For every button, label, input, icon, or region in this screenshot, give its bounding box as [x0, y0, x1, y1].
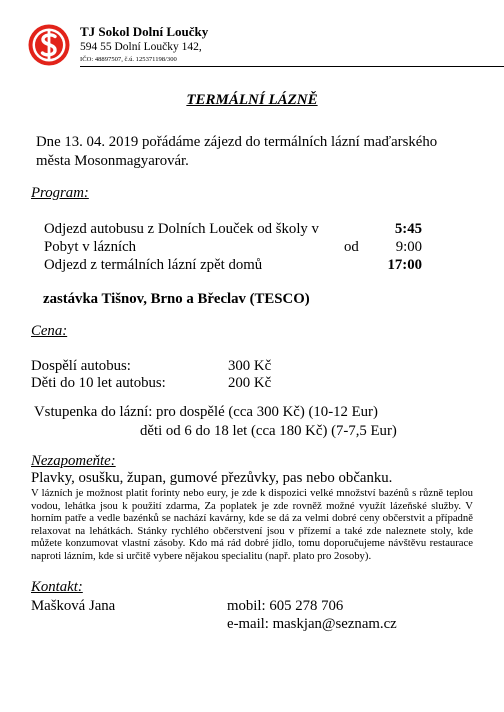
program-row-time: 5:45 — [394, 221, 422, 237]
price-row-value: 200 Kč — [228, 375, 272, 391]
entry-price-adults: Vstupenka do lázní: pro dospělé (cca 300 Kč) (10-12 Eur) — [34, 404, 378, 420]
contact-heading: Kontakt: — [31, 579, 83, 595]
program-row-time: 17:00 — [387, 257, 422, 273]
contact-phone: mobil: 605 278 706 — [227, 598, 344, 614]
price-row-value: 300 Kč — [228, 358, 272, 374]
program-row — [44, 239, 422, 257]
program-row-label: Odjezd autobusu z Dolních Louček od školy v — [44, 221, 319, 237]
entry-price-children: děti od 6 do 18 let (cca 180 Kč) (7-7,5 Eur) — [140, 423, 397, 439]
program-row-from: od — [344, 239, 359, 255]
reminder-heading: Nezapomeňte: — [31, 453, 116, 469]
spa-info-note: V lázních je možnost platit forinty nebo eury, je zde k dispozici velké množství bazénů s různě teplou vodou, lehátka jsou k použití zdarma, Za poplatek je zde rovněž možné využít lázeňské služby. V horním patře a vedle bazénků se nachází kavárny, kde se dá za velmi dobré ceny občerstvit a případně relaxovat na lehátkách. Stánky rychlého občerstvení jsou v přízemí a také zde naleznete stoly, kde můžete konzumovat vlastní zásoby. Kdo má rád dobré jídlo, tomu doporučujeme návštěvu restaurace naproti lázním, kde si určitě vybere nějakou specialitu (např. plato pro 2osoby). — [31, 487, 473, 562]
price-row-label: Dospělí autobus: — [31, 358, 131, 374]
intro-text: Dne 13. 04. 2019 pořádáme zájezd do termálních lázní maďarského města Mosonmagyarovár. — [36, 134, 438, 169]
price-heading: Cena: — [31, 323, 68, 339]
program-row-label: Odjezd z termálních lázní zpět domů — [44, 257, 263, 273]
program-row-time: 9:00 — [395, 239, 422, 255]
sokol-logo — [27, 23, 71, 67]
header-rule — [80, 66, 504, 67]
bus-stops: zastávka Tišnov, Brno a Břeclav (TESCO) — [43, 291, 310, 307]
contact-email: e-mail: maskjan@seznam.cz — [227, 616, 397, 632]
contact-name: Mašková Jana — [31, 598, 116, 614]
page-title: TERMÁLNÍ LÁZNĚ — [186, 92, 318, 108]
program-row — [44, 221, 422, 239]
org-address: 594 55 Dolní Loučky 142, — [80, 41, 202, 53]
org-name: TJ Sokol Dolní Loučky — [80, 24, 209, 39]
packing-list: Plavky, osušku, župan, gumové přezůvky, pas nebo občanku. — [31, 470, 393, 486]
program-row-label: Pobyt v lázních — [44, 239, 137, 255]
program-row — [44, 257, 422, 275]
price-row-label: Děti do 10 let autobus: — [31, 375, 166, 391]
program-heading: Program: — [31, 185, 89, 201]
org-ids: IČO: 48897507, č.ú. 125371198/300 — [80, 56, 177, 63]
